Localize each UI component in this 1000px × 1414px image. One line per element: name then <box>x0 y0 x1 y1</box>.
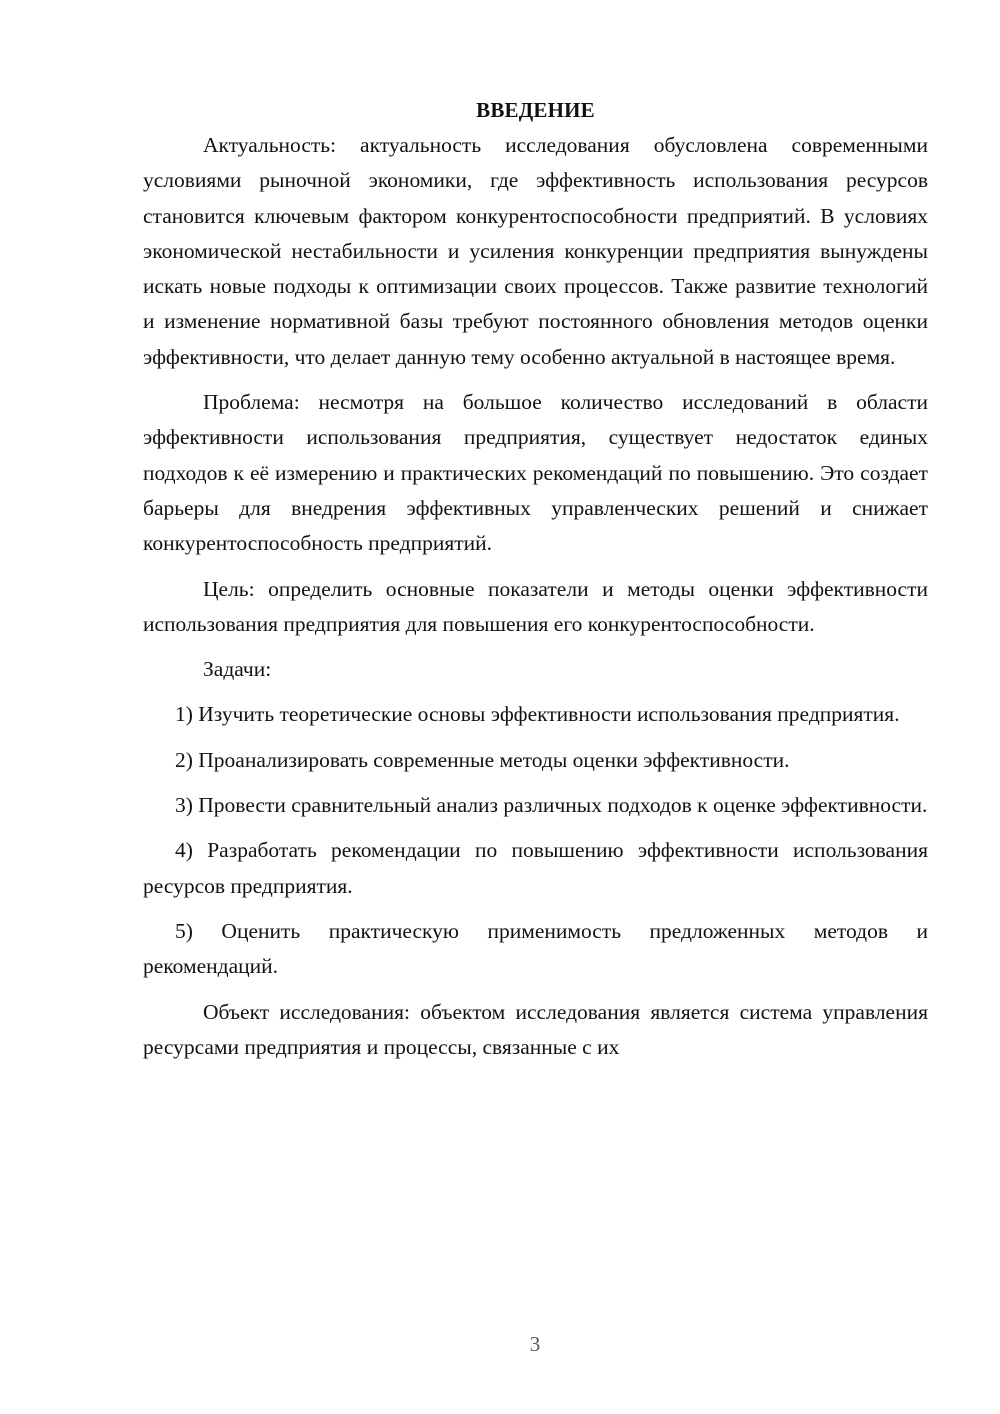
paragraph-object: Объект исследования: объектом исследования является система управления ресурсами предприятия и процессы, связанные с их <box>143 999 928 1059</box>
tasks-label: Задачи: <box>203 657 272 682</box>
page-number: 3 <box>529 1332 541 1356</box>
task-item: 2) Проанализировать современные методы оценки эффективности. <box>175 747 790 772</box>
task-item: 4) Разработать рекомендации по повышению эффективности использования ресурсов предприятия. <box>143 838 928 898</box>
task-item: 5) Оценить практическую применимость предложенных методов и рекомендаций. <box>143 918 928 979</box>
paragraph-problem: Проблема: несмотря на большое количество исследований в области эффективности использования предприятия, существует недостаток единых подходов к её измерению и практических рекомендаций по повышению. Это создает барьеры для внедрения эффективных управленческих решений и снижает конкурентоспособность предприятий. <box>143 390 928 556</box>
page-content <box>143 93 928 1075</box>
section-heading: ВВЕДЕНИЕ <box>476 98 595 122</box>
task-item: 1) Изучить теоретические основы эффективности использования предприятия. <box>175 702 900 727</box>
task-item: 3) Провести сравнительный анализ различных подходов к оценке эффективности. <box>175 793 928 818</box>
paragraph-relevance: Актуальность: актуальность исследования обусловлена современными условиями рыночной экономики, где эффективность использования ресурсов становится ключевым фактором конкурентоспособности предприятий. В условиях экономической нестабильности и усиления конкуренции предприятия вынуждены искать новые подходы к оптимизации своих процессов. Также развитие технологий и изменение нормативной базы требуют постоянного обновления методов оценки эффективности, что делает данную тему особенно актуальной в настоящее время. <box>143 133 928 369</box>
tasks-list <box>143 697 928 984</box>
paragraph-goal: Цель: определить основные показатели и методы оценки эффективности использования предприятия для повышения его конкурентоспособности. <box>143 576 928 636</box>
